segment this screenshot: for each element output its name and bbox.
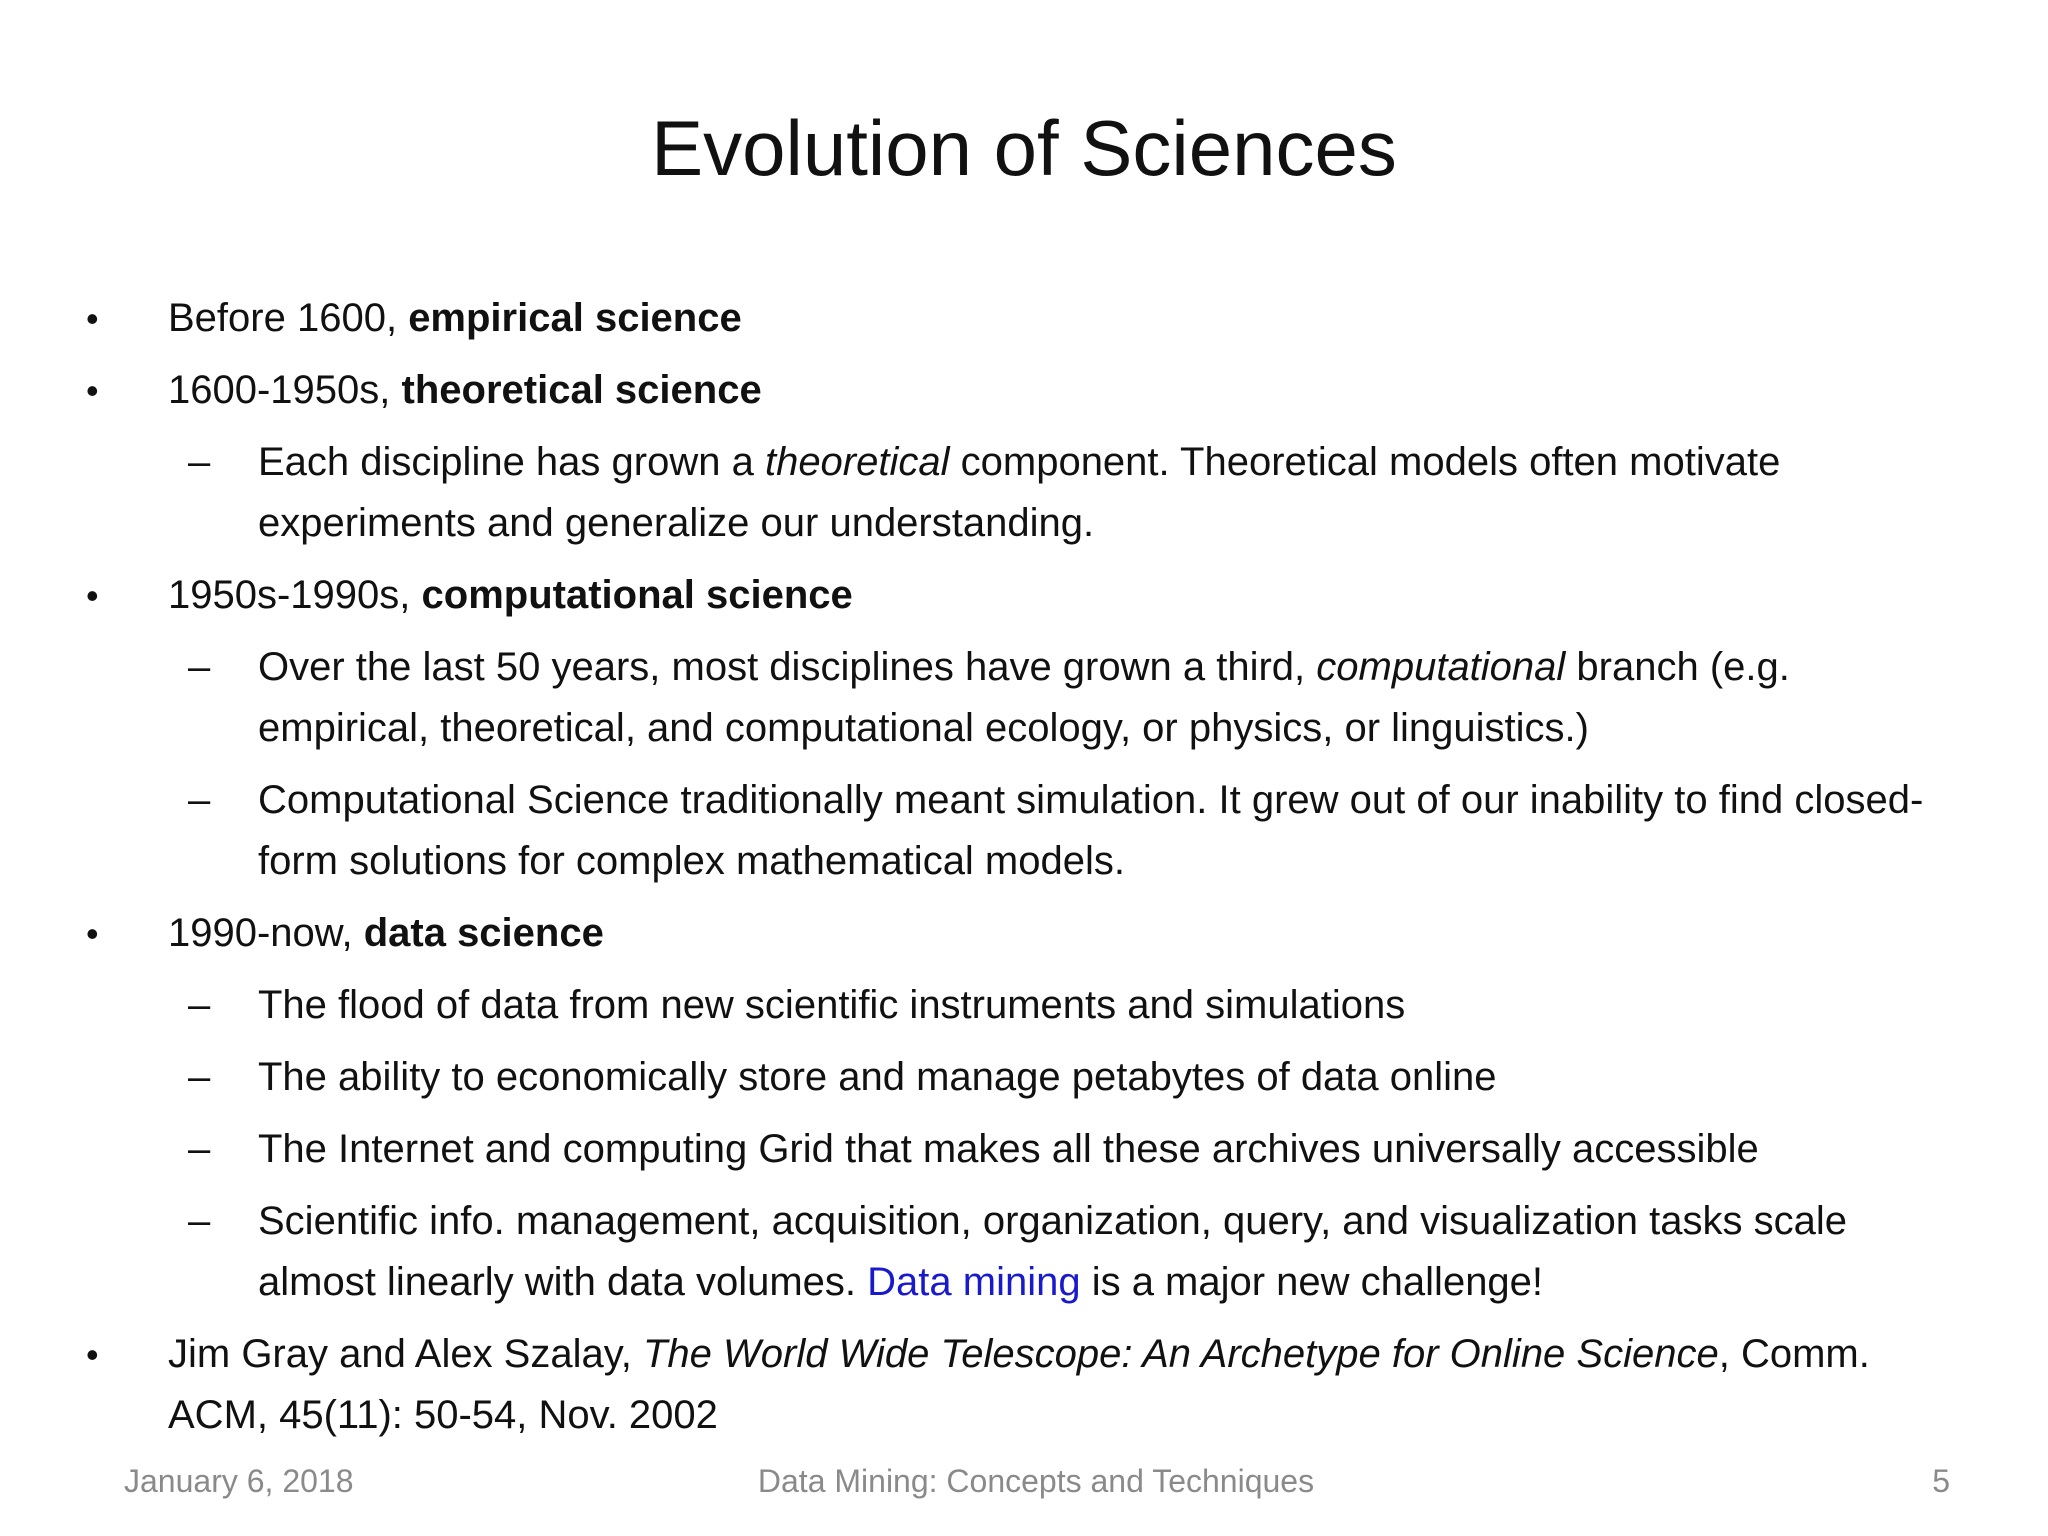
bullet-item (80, 360, 1960, 421)
bullet-text: computational (1316, 645, 1566, 689)
bullet-text: Jim Gray and Alex Szalay, (168, 1332, 643, 1376)
bullet-text: , Comm. ACM, 45(11): 50-54, Nov. 2002 (168, 1332, 1870, 1437)
bullet-text: The World Wide Telescope: An Archetype for Online Science (643, 1332, 1719, 1376)
bullet-item (80, 288, 1960, 349)
bullet-text: computational science (421, 573, 853, 617)
bullet-text: 1600-1950s, (168, 368, 402, 412)
bullet-item (80, 903, 1960, 964)
sub-bullet-item (80, 1047, 1960, 1108)
bullet-text: theoretical (764, 440, 950, 484)
bullet-marker: • (86, 1334, 99, 1375)
dash-marker: – (188, 1199, 211, 1243)
sub-bullet-item (80, 1191, 1960, 1313)
bullet-text: 1990-now, (168, 911, 364, 955)
data-mining-link[interactable]: Data mining (867, 1260, 1081, 1304)
bullet-text: Scientific info. management, acquisition, organization, query, and visualization tasks scale almost linearly with data volumes. (258, 1199, 1848, 1304)
sub-bullet-item (80, 432, 1960, 554)
bullet-text: Each discipline has grown a (258, 440, 765, 484)
bullet-marker: • (86, 575, 99, 616)
bullet-text: Over the last 50 years, most disciplines have grown a third, (258, 645, 1317, 689)
footer-course: Data Mining: Concepts and Techniques (757, 1463, 1315, 1499)
bullet-text: The Internet and computing Grid that makes all these archives universally accessible (258, 1127, 1759, 1171)
dash-marker: – (188, 1127, 211, 1171)
sub-bullet-item (80, 975, 1960, 1036)
sub-bullet-item (80, 637, 1960, 759)
dash-marker: – (188, 440, 211, 484)
bullet-text: branch (e.g. empirical, theoretical, and computational ecology, or physics, or linguistics.) (258, 645, 1790, 750)
bullet-text: Computational Science traditionally meant simulation. It grew out of our inability to find closed-form solutions for complex mathematical models. (258, 778, 1924, 883)
slide-title: Evolution of Sciences (651, 104, 1397, 192)
footer-page-number: 5 (1932, 1463, 1950, 1499)
sub-bullet-item (80, 1119, 1960, 1180)
bullet-text: is a major new challenge! (1080, 1260, 1544, 1304)
bullet-marker: • (86, 913, 99, 954)
bullet-text: data science (363, 911, 604, 955)
bullet-text: theoretical science (401, 368, 762, 412)
dash-marker: – (188, 1055, 211, 1099)
bullet-text: Before 1600, (168, 296, 409, 340)
sub-bullet-item (80, 770, 1960, 892)
bullet-item (80, 1324, 1960, 1446)
bullet-marker: • (86, 370, 99, 411)
bullet-marker: • (86, 298, 99, 339)
dash-marker: – (188, 983, 211, 1027)
bullet-text: The flood of data from new scientific instruments and simulations (258, 983, 1406, 1027)
bullet-text: empirical science (408, 296, 742, 340)
dash-marker: – (188, 778, 211, 822)
bullet-text: The ability to economically store and manage petabytes of data online (258, 1055, 1497, 1099)
bullet-item (80, 565, 1960, 626)
bullet-text: component. Theoretical models often motivate experiments and generalize our understanding. (258, 440, 1781, 545)
dash-marker: – (188, 645, 211, 689)
bullet-text: 1950s-1990s, (168, 573, 422, 617)
footer-date: January 6, 2018 (124, 1463, 354, 1499)
bullet-list (80, 288, 1960, 1457)
